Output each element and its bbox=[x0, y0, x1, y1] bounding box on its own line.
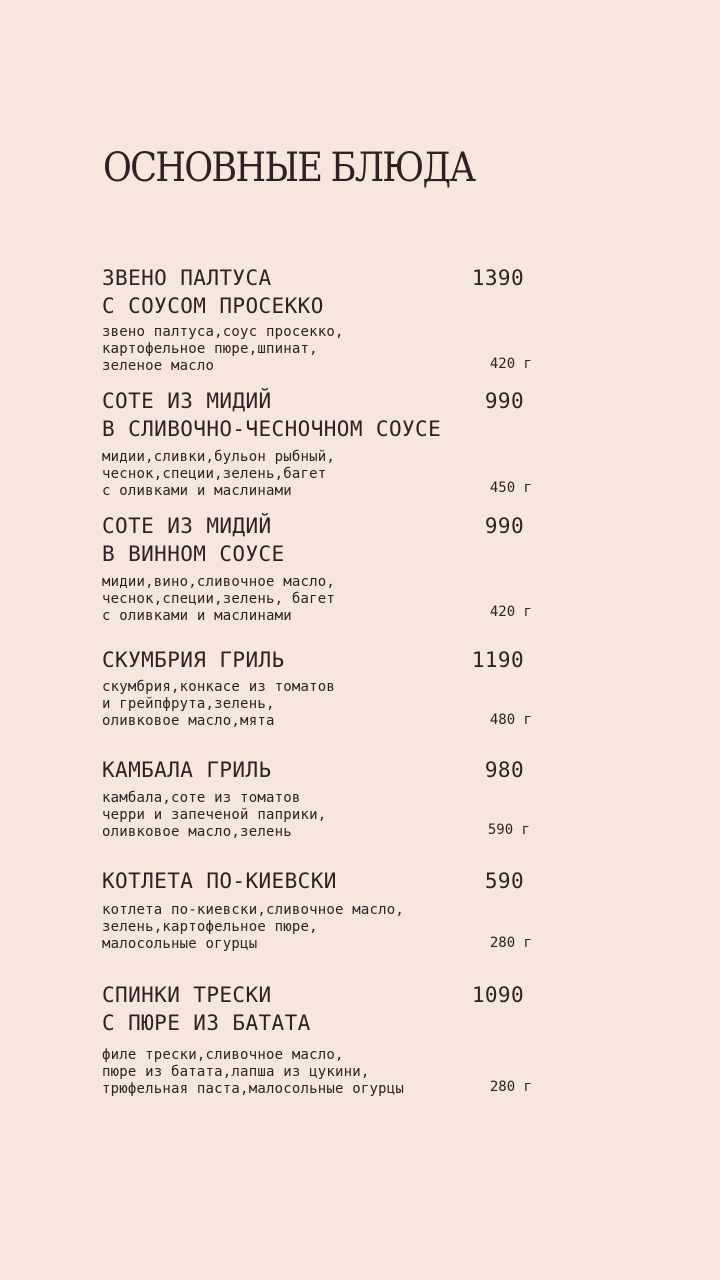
dish-price: 1090 bbox=[471, 983, 524, 1007]
dish-description: мидии,вино,сливочное масло, чеснок,специи,зелень, багет с оливками и маслинами bbox=[102, 574, 335, 624]
menu-item-cod bbox=[102, 981, 542, 1098]
dish-name: СПИНКИ ТРЕСКИ С ПЮРЕ ИЗ БАТАТА bbox=[102, 983, 311, 1035]
dish-price: 1390 bbox=[471, 266, 524, 290]
dish-weight: 450 г bbox=[489, 480, 532, 496]
dish-description: скумбрия,конкасе из томатов и грейпфрута,зелень, оливковое масло,мята bbox=[102, 679, 335, 729]
dish-weight: 280 г bbox=[489, 1079, 532, 1095]
dish-weight: 280 г bbox=[489, 935, 532, 951]
dish-name: КОТЛЕТА ПО-КИЕВСКИ bbox=[102, 869, 337, 893]
dish-weight: 420 г bbox=[489, 604, 532, 620]
dish-name: СКУМБРИЯ ГРИЛЬ bbox=[102, 648, 285, 672]
dish-price: 980 bbox=[484, 758, 524, 782]
dish-description: филе трески,сливочное масло, пюре из батата,лапша из цукини, трюфельная паста,малосольные огурцы bbox=[102, 1047, 405, 1097]
menu-item-chicken-kiev bbox=[102, 867, 542, 953]
menu-item-mussels-cream bbox=[102, 387, 542, 500]
dish-name: ЗВЕНО ПАЛТУСА С СОУСОМ ПРОСЕККО bbox=[102, 266, 324, 318]
dish-weight: 420 г bbox=[489, 356, 532, 372]
page-title: ОСНОВНЫЕ БЛЮДА bbox=[103, 145, 475, 191]
dish-description: камбала,соте из томатов черри и запеченой паприки, оливковое масло,зелень bbox=[102, 790, 327, 840]
menu-item-flounder bbox=[102, 756, 542, 841]
dish-description: котлета по-киевски,сливочное масло, зелень,картофельное пюре, малосольные огурцы bbox=[102, 902, 405, 952]
dish-price: 1190 bbox=[471, 648, 524, 672]
dish-name: КАМБАЛА ГРИЛЬ bbox=[102, 758, 272, 782]
dish-price: 590 bbox=[484, 869, 524, 893]
menu-item-mackerel bbox=[102, 646, 542, 730]
dish-description: мидии,сливки,бульон рыбный, чеснок,специи,зелень,багет с оливками и маслинами bbox=[102, 449, 335, 499]
dish-description: звено палтуса,соус просекко, картофельное пюре,шпинат, зеленое масло bbox=[102, 324, 344, 374]
menu-item-mussels-wine bbox=[102, 512, 542, 625]
dish-name: СОТЕ ИЗ МИДИЙ В СЛИВОЧНО-ЧЕСНОЧНОМ СОУСЕ bbox=[102, 389, 442, 441]
dish-price: 990 bbox=[484, 389, 524, 413]
menu-item-halibut bbox=[102, 264, 542, 375]
dish-price: 990 bbox=[484, 514, 524, 538]
dish-weight: 480 г bbox=[489, 712, 532, 728]
dish-weight: 590 г bbox=[487, 822, 530, 838]
dish-name: СОТЕ ИЗ МИДИЙ В ВИННОМ СОУСЕ bbox=[102, 514, 285, 566]
